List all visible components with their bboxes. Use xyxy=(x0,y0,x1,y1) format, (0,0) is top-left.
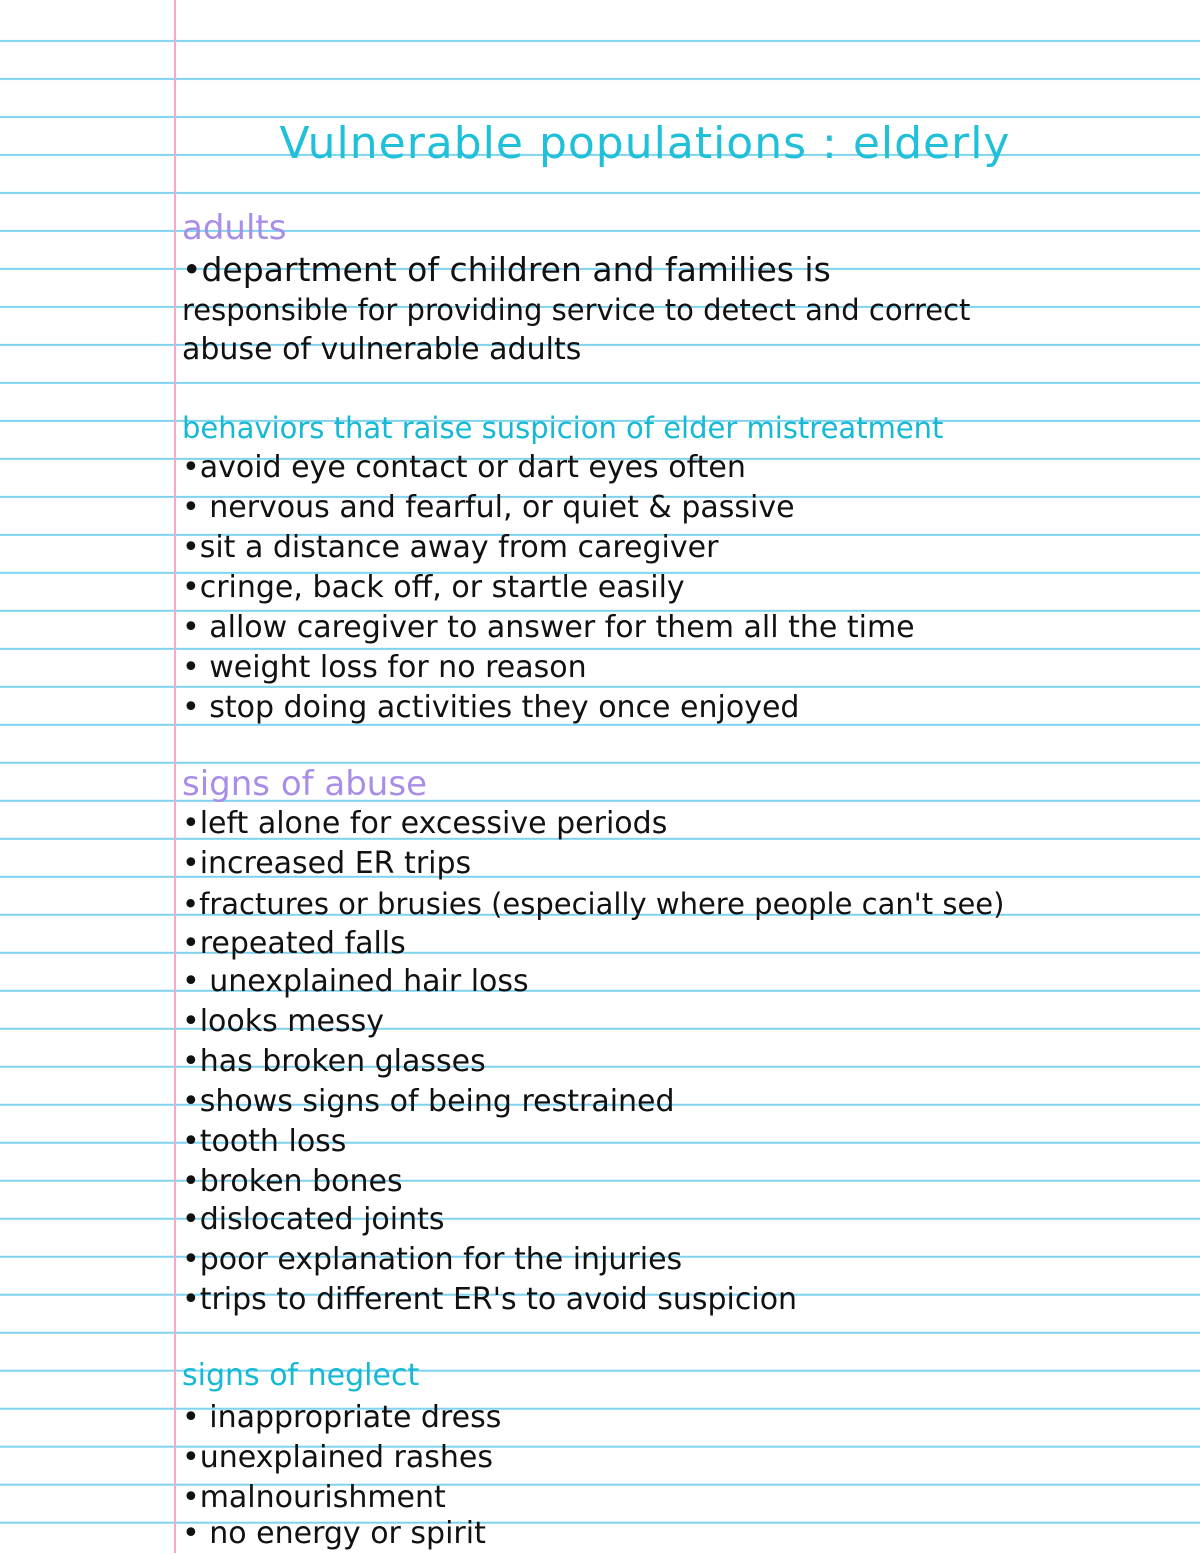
list-item: • no energy or spirit xyxy=(182,1516,486,1551)
list-item: • unexplained hair loss xyxy=(182,964,529,999)
list-item: •poor explanation for the injuries xyxy=(182,1242,683,1277)
list-item: • stop doing activities they once enjoyed xyxy=(182,690,800,725)
list-item: •tooth loss xyxy=(182,1124,347,1159)
list-item: •shows signs of being restrained xyxy=(182,1084,675,1119)
list-item: •dislocated joints xyxy=(182,1202,445,1237)
list-item: •left alone for excessive periods xyxy=(182,806,668,841)
list-item: • nervous and fearful, or quiet & passive xyxy=(182,490,795,525)
adults-line-2: responsible for providing service to detect and correct xyxy=(182,293,971,327)
list-item: • allow caregiver to answer for them all the time xyxy=(182,610,915,645)
list-item: •increased ER trips xyxy=(182,846,472,881)
list-item: •fractures or brusies (especially where people can't see) xyxy=(182,887,1005,921)
list-item: •trips to different ER's to avoid suspicion xyxy=(182,1282,798,1317)
list-item: •avoid eye contact or dart eyes often xyxy=(182,450,746,485)
heading-behaviors: behaviors that raise suspicion of elder mistreatment xyxy=(182,411,944,445)
list-item: •looks messy xyxy=(182,1004,384,1039)
list-item: •broken bones xyxy=(182,1164,403,1199)
heading-signs-of-abuse: signs of abuse xyxy=(182,764,427,804)
list-item: •repeated falls xyxy=(182,926,406,961)
list-item: • weight loss for no reason xyxy=(182,650,587,685)
list-item: •malnourishment xyxy=(182,1480,446,1515)
page-title: Vulnerable populations : elderly xyxy=(279,118,1011,169)
adults-line-1: •department of children and families is xyxy=(182,250,831,289)
list-item: •sit a distance away from caregiver xyxy=(182,530,719,565)
list-item: •has broken glasses xyxy=(182,1044,486,1079)
heading-adults: adults xyxy=(182,208,287,248)
heading-signs-of-neglect: signs of neglect xyxy=(182,1358,420,1393)
list-item: • inappropriate dress xyxy=(182,1400,502,1435)
adults-line-3: abuse of vulnerable adults xyxy=(182,332,582,367)
list-item: •cringe, back off, or startle easily xyxy=(182,570,685,605)
list-item: •unexplained rashes xyxy=(182,1440,494,1475)
